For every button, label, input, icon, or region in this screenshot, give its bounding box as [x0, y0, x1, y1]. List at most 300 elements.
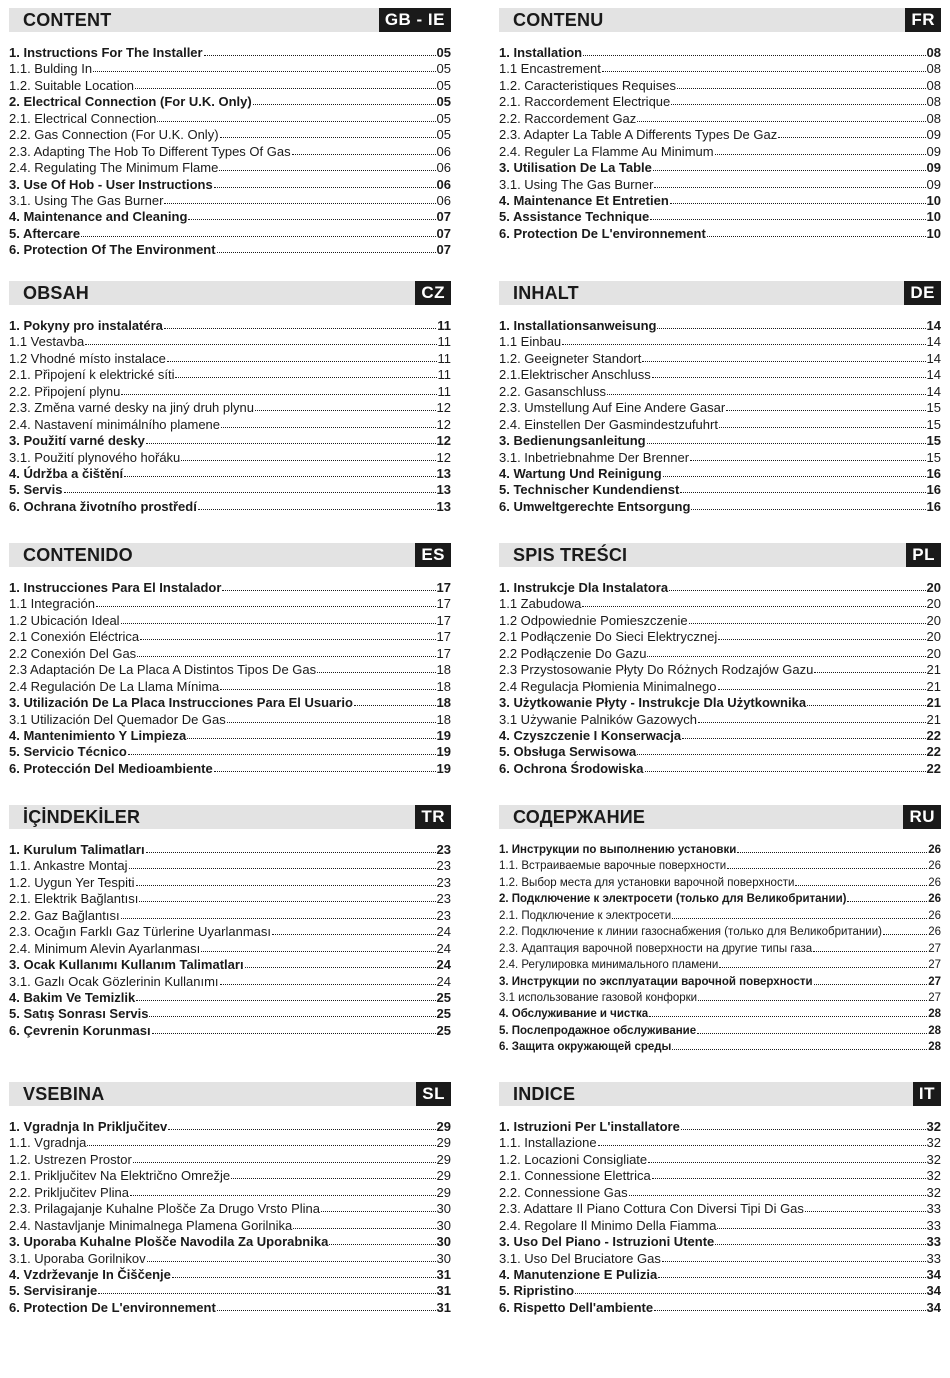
- toc-entry: [9, 679, 451, 695]
- toc-entry: [499, 417, 941, 433]
- toc-entry-label: 1.1. Vgradnja: [9, 1135, 87, 1151]
- dot-leader: [719, 957, 927, 968]
- toc-entry-page-number: 09: [926, 160, 941, 176]
- dot-leader: [293, 1218, 435, 1229]
- dot-leader: [175, 367, 436, 378]
- toc-entry-label: 1.1. Ankastre Montaj: [9, 858, 128, 874]
- dot-leader: [715, 144, 926, 155]
- language-code-badge: DE: [904, 281, 941, 305]
- toc-entry-list: [499, 842, 941, 1056]
- toc-entry: [9, 695, 451, 711]
- toc-entry-label: 2.1. Electrical Connection: [9, 110, 157, 126]
- toc-entry-page-number: 05: [436, 61, 451, 77]
- toc-entry-label: 5. Assistance Technique: [499, 209, 650, 225]
- toc-entry-label: 2.1. Připojení k elektrické síti: [9, 367, 175, 383]
- toc-section-ru: [499, 805, 941, 1056]
- toc-entry-label: 3.1. Uso Del Bruciatore Gas: [499, 1250, 661, 1266]
- toc-entry-label: 2.3. Adapting The Hob To Different Types Of Gas: [9, 143, 291, 159]
- toc-entry-label: 2.3. Umstellung Auf Eine Andere Gasar: [499, 400, 726, 416]
- toc-entry: [9, 482, 451, 498]
- dot-leader: [329, 1234, 435, 1245]
- dot-leader: [652, 1168, 926, 1179]
- toc-entry-page-number: 27: [928, 959, 941, 972]
- toc-entry-label: 3.1 использование газовой конфорки: [499, 991, 698, 1004]
- dot-leader: [255, 400, 436, 411]
- section-title: SPIS TREŚCI: [513, 545, 628, 565]
- toc-entry-page-number: 07: [436, 242, 451, 258]
- toc-entry-page-number: 32: [926, 1151, 941, 1167]
- toc-entry-page-number: 08: [926, 45, 941, 60]
- toc-entry-page-number: 24: [436, 924, 451, 940]
- language-code-badge: FR: [905, 8, 941, 32]
- toc-entry-label: 6. Защита окружающей среды: [499, 1041, 672, 1054]
- dot-leader: [718, 629, 925, 640]
- toc-entry-page-number: 30: [436, 1217, 451, 1233]
- toc-entry-label: 3.1. Uporaba Gorilnikov: [9, 1250, 146, 1266]
- section-title: СОДЕРЖАНИЕ: [513, 807, 646, 827]
- toc-entry: [9, 1023, 451, 1039]
- toc-entry: [499, 1267, 941, 1283]
- dot-leader: [164, 193, 435, 204]
- toc-entry: [499, 226, 941, 242]
- toc-entry-label: 4. Údržba a čištění: [9, 465, 124, 481]
- toc-entry-page-number: 28: [928, 1008, 941, 1021]
- dot-leader: [198, 499, 436, 510]
- toc-entry-label: 1.1 Vestavba: [9, 334, 85, 350]
- section-header: [9, 8, 451, 32]
- toc-entry-label: 2.2. Priključitev Plina: [9, 1184, 129, 1200]
- toc-entry-label: 4. Vzdrževanje In Čiščenje: [9, 1266, 171, 1282]
- dot-leader: [562, 334, 925, 345]
- toc-entry: [9, 226, 451, 242]
- dot-leader: [652, 367, 926, 378]
- toc-entry-label: 3.1 Używanie Palników Gazowych: [499, 711, 697, 727]
- toc-entry: [499, 482, 941, 498]
- toc-entry: [499, 111, 941, 127]
- dot-leader: [583, 45, 925, 56]
- dot-leader: [231, 1168, 435, 1179]
- toc-entry: [9, 875, 451, 891]
- toc-entry: [9, 367, 451, 383]
- toc-entry-page-number: 05: [436, 77, 451, 93]
- toc-entry-page-number: 30: [436, 1201, 451, 1217]
- toc-entry-label: 4. Bakim Ve Temizlik: [9, 989, 136, 1005]
- dot-leader: [657, 318, 925, 329]
- toc-entry-label: 3.1 Utilización Del Quemador De Gas: [9, 711, 226, 727]
- toc-entry: [499, 744, 941, 760]
- toc-entry-page-number: 05: [436, 110, 451, 126]
- dot-leader: [253, 94, 436, 105]
- toc-entry-label: 2.2. Raccordement Gaz: [499, 110, 637, 126]
- toc-entry: [499, 351, 941, 367]
- toc-entry-label: 2.3. Změna varné desky na jiný druh plynu: [9, 400, 254, 416]
- toc-entry: [499, 728, 941, 744]
- toc-entry-page-number: 13: [436, 465, 451, 481]
- toc-entry-page-number: 30: [436, 1234, 451, 1250]
- toc-entry-page-number: 14: [926, 318, 941, 333]
- dot-leader: [697, 1023, 927, 1034]
- toc-entry-page-number: 25: [436, 1006, 451, 1022]
- toc-entry: [9, 629, 451, 645]
- toc-entry-label: 2.1 Conexión Eléctrica: [9, 629, 140, 645]
- dot-leader: [680, 482, 925, 493]
- toc-entry: [499, 842, 941, 858]
- toc-entry-label: 1. Pokyny pro instalatéra: [9, 318, 163, 333]
- dot-leader: [598, 1135, 926, 1146]
- language-code-badge: RU: [903, 805, 941, 829]
- dot-leader: [847, 891, 927, 902]
- toc-section-gb-ie: [9, 8, 451, 259]
- dot-leader: [698, 712, 926, 723]
- toc-entry: [9, 334, 451, 350]
- dot-leader: [662, 1251, 926, 1262]
- toc-entry: [9, 499, 451, 515]
- dot-leader: [149, 1006, 435, 1017]
- toc-entry-page-number: 32: [926, 1135, 941, 1151]
- toc-entry: [9, 908, 451, 924]
- toc-entry-page-number: 26: [928, 926, 941, 939]
- toc-entry: [9, 1218, 451, 1234]
- dot-leader: [292, 144, 436, 155]
- dot-leader: [814, 662, 925, 673]
- toc-entry: [499, 1283, 941, 1299]
- toc-entry-page-number: 22: [926, 727, 941, 743]
- toc-entry-page-number: 23: [436, 907, 451, 923]
- toc-entry-label: 5. Ripristino: [499, 1283, 575, 1299]
- toc-entry: [499, 941, 941, 957]
- toc-entry-label: 2.3. Adattare Il Piano Cottura Con Diversi Tipi Di Gas: [499, 1201, 804, 1217]
- toc-entry: [499, 712, 941, 728]
- dot-leader: [64, 482, 436, 493]
- toc-entry: [9, 193, 451, 209]
- dot-leader: [807, 695, 925, 706]
- toc-entry-page-number: 19: [436, 744, 451, 760]
- toc-entry-label: 1. Vgradnja In Priključitev: [9, 1119, 168, 1134]
- toc-entry-page-number: 11: [437, 318, 451, 333]
- toc-entry-page-number: 34: [926, 1283, 941, 1299]
- dot-leader: [85, 334, 436, 345]
- dot-leader: [645, 761, 926, 772]
- toc-entry-page-number: 10: [926, 209, 941, 225]
- toc-entry-page-number: 27: [928, 991, 941, 1004]
- dot-leader: [188, 209, 435, 220]
- toc-entry-page-number: 09: [926, 176, 941, 192]
- toc-entry-page-number: 17: [436, 629, 451, 645]
- dot-leader: [654, 177, 925, 188]
- toc-entry-label: 2.4. Reguler La Flamme Au Minimum: [499, 143, 714, 159]
- toc-entry: [499, 160, 941, 176]
- toc-entry: [499, 1234, 941, 1250]
- toc-section-fr: [499, 8, 941, 242]
- language-code-badge: TR: [415, 805, 451, 829]
- toc-entry-label: 3.1. Using The Gas Burner: [499, 176, 654, 192]
- toc-entry-label: 6. Ochrana životního prostředí: [9, 498, 197, 514]
- section-header: [499, 8, 941, 32]
- toc-entry: [499, 1251, 941, 1267]
- toc-entry-page-number: 25: [436, 1022, 451, 1038]
- toc-entry-label: 2.2 Podłączenie Do Gazu: [499, 645, 647, 661]
- toc-entry-page-number: 05: [436, 94, 451, 110]
- toc-entry-page-number: 16: [926, 482, 941, 498]
- toc-entry-label: 1. Инструкции по выполнению установки: [499, 844, 737, 856]
- toc-entry-label: 2.3. Адаптация варочной поверхности на другие типы газа: [499, 942, 813, 955]
- toc-entry-page-number: 20: [926, 612, 941, 628]
- toc-entry-label: 1. Istruzioni Per L'installatore: [499, 1119, 680, 1134]
- toc-entry-label: 3. Użytkowanie Płyty - Instrukcje Dla Użytkownika: [499, 695, 807, 711]
- language-code-badge: GB - IE: [379, 8, 451, 32]
- toc-entry-page-number: 11: [437, 383, 451, 399]
- toc-entry-label: 3. Uporaba Kuhalne Plošče Navodila Za Uporabnika: [9, 1234, 329, 1250]
- toc-entry-page-number: 08: [926, 110, 941, 126]
- section-header: [499, 543, 941, 567]
- toc-entry-label: 1.2. Geeigneter Standort: [499, 350, 642, 366]
- toc-entry: [499, 1023, 941, 1039]
- toc-entry: [499, 318, 941, 334]
- toc-entry: [9, 1201, 451, 1217]
- toc-entry: [499, 858, 941, 874]
- dot-leader: [637, 111, 925, 122]
- dot-leader: [354, 695, 436, 706]
- toc-entry-page-number: 17: [436, 596, 451, 612]
- toc-entry-page-number: 06: [436, 143, 451, 159]
- dot-leader: [146, 433, 436, 444]
- toc-entry: [499, 94, 941, 110]
- toc-entry: [499, 367, 941, 383]
- dot-leader: [227, 712, 436, 723]
- toc-entry-page-number: 26: [928, 876, 941, 889]
- toc-entry-label: 3. Použití varné desky: [9, 433, 145, 449]
- toc-entry-page-number: 22: [926, 760, 941, 776]
- toc-entry-label: 1.2 Ubicación Ideal: [9, 612, 120, 628]
- toc-entry-label: 1.1 Encastrement: [499, 61, 601, 77]
- toc-entry-label: 1.1 Zabudowa: [499, 596, 582, 612]
- section-title: İÇİNDEKİLER: [23, 807, 141, 827]
- toc-entry: [499, 433, 941, 449]
- toc-entry: [499, 61, 941, 77]
- toc-entry: [499, 875, 941, 891]
- toc-entry-page-number: 14: [926, 334, 941, 350]
- toc-entry-label: 1.2. Ustrezen Prostor: [9, 1151, 132, 1167]
- dot-leader: [607, 384, 926, 395]
- toc-entry-label: 5. Aftercare: [9, 225, 81, 241]
- toc-entry-page-number: 07: [436, 209, 451, 225]
- dot-leader: [677, 78, 926, 89]
- toc-entry-page-number: 29: [436, 1168, 451, 1184]
- toc-entry: [499, 1006, 941, 1022]
- toc-entry: [499, 1039, 941, 1055]
- toc-entry: [499, 193, 941, 209]
- toc-entry-label: 6. Protección Del Medioambiente: [9, 760, 213, 776]
- toc-entry-page-number: 18: [436, 695, 451, 711]
- toc-entry-label: 1.1. Встраиваемые варочные поверхности: [499, 860, 727, 873]
- section-header: [499, 805, 941, 829]
- toc-entry-label: 2.2 Conexión Del Gas: [9, 645, 137, 661]
- dot-leader: [321, 1201, 436, 1212]
- toc-entry-list: [499, 318, 941, 515]
- toc-entry: [9, 400, 451, 416]
- toc-entry: [499, 580, 941, 596]
- dot-leader: [637, 744, 925, 755]
- toc-entry-label: 1.2. Suitable Location: [9, 77, 135, 93]
- toc-entry-page-number: 14: [926, 367, 941, 383]
- toc-entry-label: 5. Servicio Técnico: [9, 744, 127, 760]
- toc-entry: [9, 974, 451, 990]
- toc-entry-label: 2.1. Priključitev Na Električno Omrežje: [9, 1168, 231, 1184]
- dot-leader: [214, 177, 436, 188]
- toc-entry-label: 2.3. Prilagajanje Kuhalne Plošče Za Drugo Vrsto Plina: [9, 1201, 320, 1217]
- toc-entry-page-number: 16: [926, 465, 941, 481]
- dot-leader: [217, 1300, 436, 1311]
- toc-entry-page-number: 12: [436, 449, 451, 465]
- section-header: [9, 543, 451, 567]
- toc-entry-label: 2.3. Adapter La Table A Differents Types De Gaz: [499, 127, 778, 143]
- dot-leader: [650, 209, 925, 220]
- toc-entry: [9, 613, 451, 629]
- toc-entry-label: 1. Instrucciones Para El Instalador: [9, 580, 222, 595]
- toc-entry-page-number: 14: [926, 383, 941, 399]
- dot-leader: [642, 351, 925, 362]
- toc-entry: [9, 450, 451, 466]
- toc-entry-page-number: 20: [926, 629, 941, 645]
- toc-entry: [499, 957, 941, 973]
- language-code-badge: ES: [415, 543, 451, 567]
- toc-entry-label: 4. Czyszczenie I Konserwacja: [499, 727, 682, 743]
- dot-leader: [690, 450, 925, 461]
- dot-leader: [317, 662, 435, 673]
- toc-entry-label: 1.1. Bulding In: [9, 61, 93, 77]
- dot-leader: [671, 94, 925, 105]
- toc-entry-label: 1. Installation: [499, 45, 583, 60]
- section-title: VSEBINA: [23, 1084, 105, 1104]
- toc-entry: [9, 1135, 451, 1151]
- toc-entry: [499, 990, 941, 1006]
- toc-entry-page-number: 20: [926, 645, 941, 661]
- dot-leader: [727, 858, 927, 869]
- toc-entry-label: 2.1. Elektrik Bağlantısı: [9, 891, 139, 907]
- toc-entry-page-number: 29: [436, 1119, 451, 1134]
- toc-entry-label: 5. Technischer Kundendienst: [499, 482, 680, 498]
- toc-entry-page-number: 13: [436, 498, 451, 514]
- toc-entry-page-number: 18: [436, 678, 451, 694]
- toc-entry-label: 1.2. Locazioni Consigliate: [499, 1151, 648, 1167]
- dot-leader: [707, 226, 926, 237]
- toc-entry-label: 5. Servisiranje: [9, 1283, 98, 1299]
- toc-entry-label: 6. Ochrona Środowiska: [499, 760, 644, 776]
- dot-leader: [187, 728, 435, 739]
- toc-entry-page-number: 33: [926, 1250, 941, 1266]
- section-title: INHALT: [513, 283, 579, 303]
- dot-leader: [813, 941, 927, 952]
- toc-entry-page-number: 34: [926, 1299, 941, 1315]
- toc-entry-label: 1.2. Caracteristiques Requises: [499, 77, 677, 93]
- toc-entry: [9, 712, 451, 728]
- toc-entry-list: [9, 318, 451, 515]
- section-title: INDICE: [513, 1084, 576, 1104]
- dot-leader: [214, 761, 436, 772]
- toc-entry: [499, 499, 941, 515]
- toc-entry-list: [499, 1119, 941, 1316]
- toc-entry-label: 2.2. Gaz Bağlantısı: [9, 907, 120, 923]
- toc-entry-label: 2.4 Regulacja Płomienia Minimalnego: [499, 678, 717, 694]
- toc-entry-page-number: 21: [926, 662, 941, 678]
- toc-entry: [499, 1185, 941, 1201]
- dot-leader: [647, 646, 925, 657]
- toc-entry-page-number: 26: [928, 844, 941, 856]
- toc-entry: [499, 450, 941, 466]
- toc-entry: [499, 1168, 941, 1184]
- dot-leader: [121, 908, 436, 919]
- toc-section-sl: [9, 1082, 451, 1316]
- toc-entry-page-number: 18: [436, 711, 451, 727]
- toc-entry: [499, 1201, 941, 1217]
- toc-entry-page-number: 08: [926, 77, 941, 93]
- toc-entry-label: 2.4. Einstellen Der Gasmindestzufuhrt: [499, 416, 718, 432]
- toc-entry-label: 6. Umweltgerechte Entsorgung: [499, 498, 691, 514]
- dot-leader: [181, 450, 435, 461]
- toc-entry-page-number: 21: [926, 678, 941, 694]
- toc-entry-list: [499, 45, 941, 242]
- toc-entry-label: 3.1. Inbetriebnahme Der Brenner: [499, 449, 690, 465]
- toc-entry-label: 2.3. Ocağın Farklı Gaz Türlerine Uyarlanması: [9, 924, 272, 940]
- toc-entry-label: 4. Wartung Und Reinigung: [499, 465, 662, 481]
- toc-entry-label: 4. Mantenimiento Y Limpieza: [9, 727, 187, 743]
- dot-leader: [717, 1218, 925, 1229]
- toc-entry-label: 1.2 Odpowiednie Pomieszczenie: [499, 612, 688, 628]
- toc-entry-label: 2.4. Regulating The Minimum Flame: [9, 160, 219, 176]
- dot-leader: [152, 1023, 436, 1034]
- toc-entry-page-number: 20: [926, 596, 941, 612]
- toc-entry-label: 1.1 Integración: [9, 596, 96, 612]
- dot-leader: [737, 842, 927, 853]
- toc-entry: [9, 1267, 451, 1283]
- dot-leader: [220, 127, 436, 138]
- dot-leader: [135, 78, 435, 89]
- dot-leader: [245, 957, 436, 968]
- toc-entry-label: 5. Servis: [9, 482, 63, 498]
- toc-entry: [499, 679, 941, 695]
- dot-leader: [715, 1234, 925, 1245]
- dot-leader: [204, 45, 436, 56]
- dot-leader: [172, 1267, 436, 1278]
- toc-entry: [499, 596, 941, 612]
- section-title: CONTENT: [23, 10, 112, 30]
- dot-leader: [121, 384, 436, 395]
- toc-entry-label: 2.1 Podłączenie Do Sieci Elektrycznej: [499, 629, 718, 645]
- toc-entry-page-number: 08: [926, 94, 941, 110]
- toc-entry: [9, 45, 451, 61]
- toc-entry-page-number: 23: [436, 874, 451, 890]
- toc-entry-page-number: 07: [436, 225, 451, 241]
- toc-entry-label: 6. Protection Of The Environment: [9, 242, 216, 258]
- toc-entry: [9, 990, 451, 1006]
- toc-entry-page-number: 05: [436, 45, 451, 60]
- section-header: [499, 1082, 941, 1106]
- toc-entry: [9, 891, 451, 907]
- dot-leader: [124, 466, 435, 477]
- dot-leader: [575, 1283, 925, 1294]
- toc-entry-page-number: 29: [436, 1151, 451, 1167]
- toc-entry-page-number: 06: [436, 160, 451, 176]
- toc-entry-label: 2.2. Подключение к линии газоснабжения (только для Великобритании): [499, 926, 882, 939]
- toc-entry-page-number: 25: [436, 989, 451, 1005]
- dot-leader: [670, 193, 926, 204]
- dot-leader: [805, 1201, 926, 1212]
- toc-entry-page-number: 15: [926, 400, 941, 416]
- dot-leader: [681, 1119, 926, 1130]
- toc-entry-page-number: 23: [436, 891, 451, 907]
- toc-entry-page-number: 32: [926, 1168, 941, 1184]
- toc-entry-page-number: 26: [928, 909, 941, 922]
